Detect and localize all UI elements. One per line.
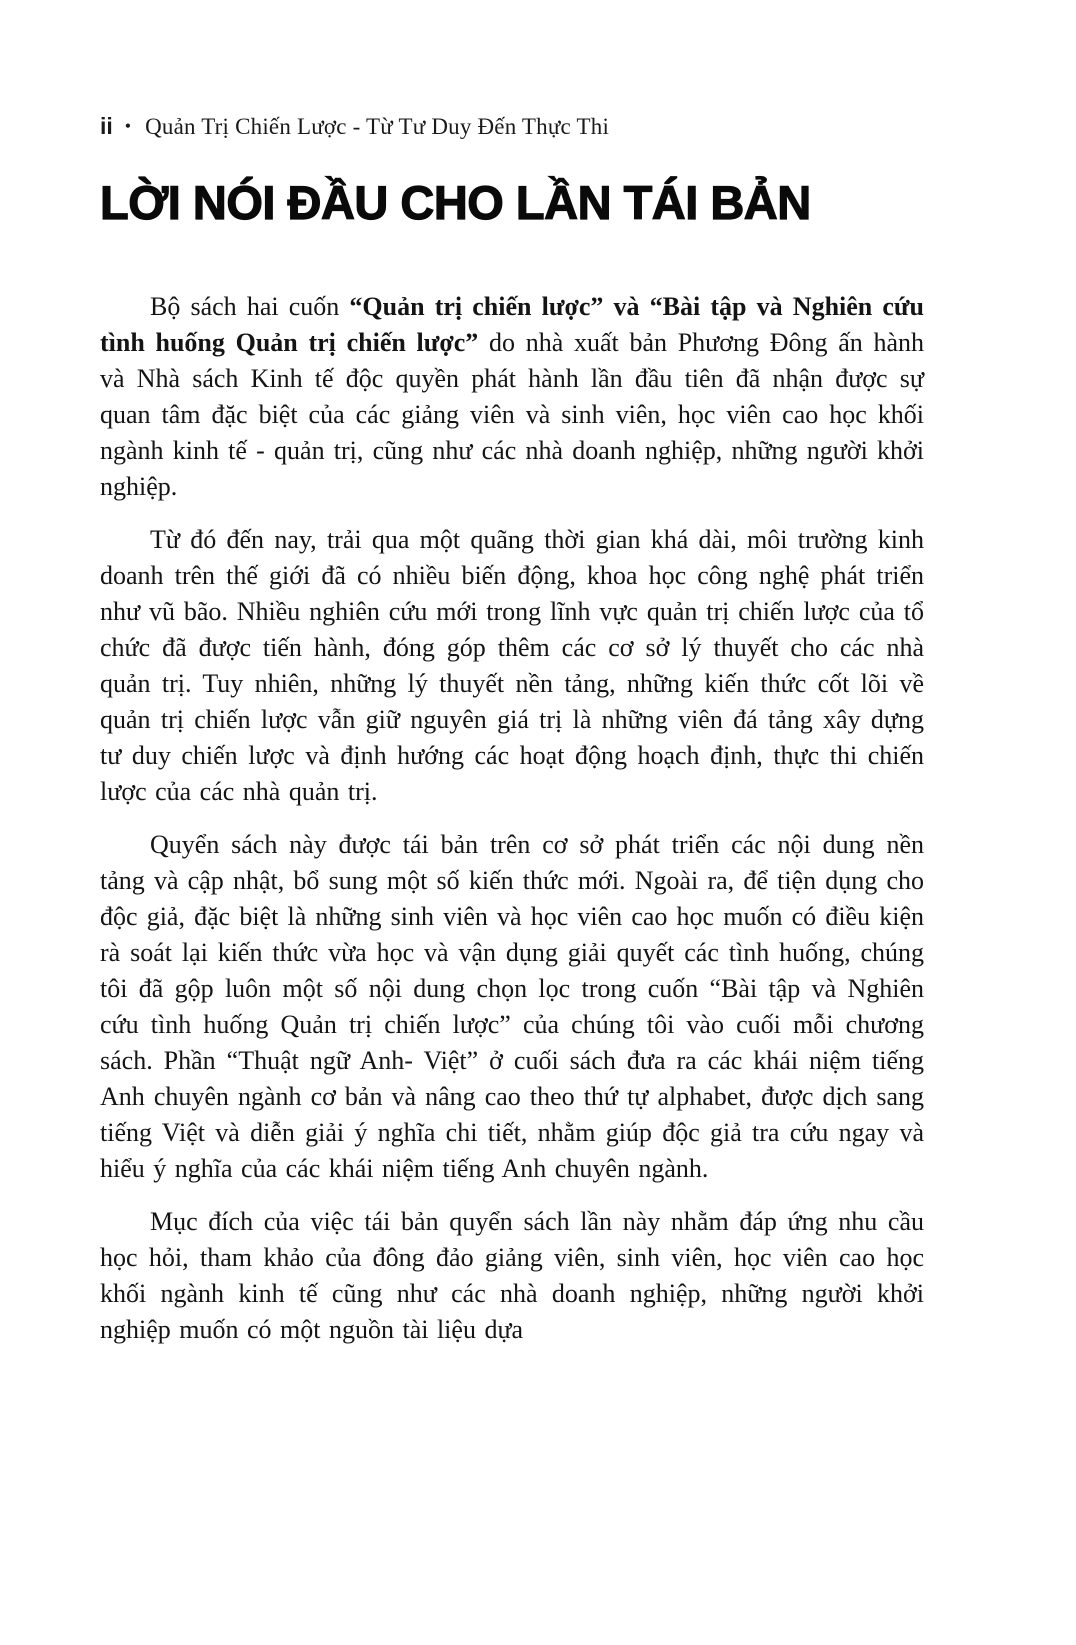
page-number: ii [100,113,113,139]
paragraph-1-rest: do nhà xuất bản Phương Đông ấn hành và Nhà sách Kinh tế độc quyền phát hành lần đầu tiên đã nhận được sự quan tâm đặc biệt của các giảng viên và sinh viên, học viên cao học khối ngành kinh tế - quản trị, cũng như các nhà doanh nghiệp, những người khởi nghiệp. [100,328,924,501]
bullet-separator: • [124,116,132,136]
running-header [100,112,924,141]
paragraph-1-prefix: Bộ sách hai cuốn [150,292,350,321]
paragraph-3: Quyển sách này được tái bản trên cơ sở phát triển các nội dung nền tảng và cập nhật, bổ sung một số kiến thức mới. Ngoài ra, để tiện dụng cho độc giả, đặc biệt là những sinh viên và học viên cao học muốn có điều kiện rà soát lại kiến thức vừa học và vận dụng giải quyết các tình huống, chúng tôi đã gộp luôn một số nội dung chọn lọc trong cuốn “Bài tập và Nghiên cứu tình huống Quản trị chiến lược” của chúng tôi vào cuối mỗi chương sách. Phần “Thuật ngữ Anh- Việt” ở cuối sách đưa ra các khái niệm tiếng Anh chuyên ngành cơ bản và nâng cao theo thứ tự alphabet, được dịch sang tiếng Việt và diễn giải ý nghĩa chi tiết, nhằm giúp độc giả tra cứu ngay và hiểu ý nghĩa của các khái niệm tiếng Anh chuyên ngành. [100,830,924,1183]
paragraph-2: Từ đó đến nay, trải qua một quãng thời gian khá dài, môi trường kinh doanh trên thế giới đã có nhiều biến động, khoa học công nghệ phát triển như vũ bão. Nhiều nghiên cứu mới trong lĩnh vực quản trị chiến lược của tổ chức đã được tiến hành, đóng góp thêm các cơ sở lý thuyết cho các nhà quản trị. Tuy nhiên, những lý thuyết nền tảng, những kiến thức cốt lõi về quản trị chiến lược vẫn giữ nguyên giá trị là những viên đá tảng xây dựng tư duy chiến lược và định hướng các hoạt động hoạch định, thực thi chiến lược của các nhà quản trị. [100,525,924,806]
paragraph-4: Mục đích của việc tái bản quyển sách lần này nhằm đáp ứng nhu cầu học hỏi, tham khảo của đông đảo giảng viên, sinh viên, học viên cao học khối ngành kinh tế cũng như các nhà doanh nghiệp, những người khởi nghiệp muốn có một nguồn tài liệu dựa [100,1207,924,1344]
paragraph-1 [100,289,924,505]
running-title: Quản Trị Chiến Lược - Từ Tư Duy Đến Thực Thi [145,114,610,139]
paragraph-1-bold-book-titles: “Quản trị chiến lược” và “Bài tập và Nghiên cứu tình huống Quản trị chiến lược” [100,292,924,357]
page-title: LỜI NÓI ĐẦU CHO LẦN TÁI BẢN [100,176,811,229]
